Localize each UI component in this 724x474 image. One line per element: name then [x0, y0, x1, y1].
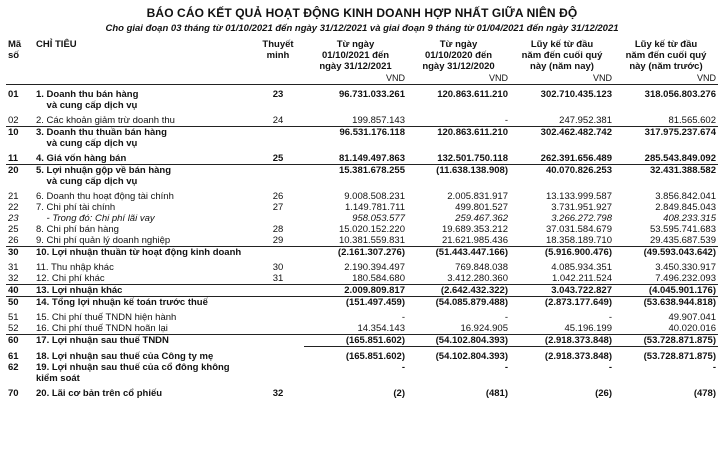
table-row [6, 384, 718, 399]
row-code: 62 [8, 362, 19, 373]
row-note: 30 [272, 262, 284, 273]
unit-current-quarter: VND [304, 72, 407, 85]
row-value-prior-quarter: 19.689.353.212 [441, 224, 508, 235]
income-statement-table [6, 39, 718, 399]
row-code: 20 [6, 165, 34, 188]
row-note: 25 [272, 153, 284, 164]
table-row [6, 202, 718, 213]
row-code: 31 [8, 262, 19, 273]
table-row [6, 258, 718, 273]
header-ytd-prior: Lũy kế từ đầu năm đến cuối quý này (năm trước) [625, 39, 707, 72]
row-value-current-quarter: 96.731.033.261 [338, 89, 405, 100]
table-row [6, 235, 718, 247]
row-code: 23 [8, 213, 19, 224]
header-ytd-current: Lũy kế từ đầu năm đến cuối quý này (năm nay) [521, 39, 603, 72]
row-value-current-quarter: 96.531.176.118 [304, 127, 407, 150]
row-value-prior-quarter: (54.102.804.393) [407, 335, 510, 347]
row-value-ytd-current: 45.196.199 [564, 323, 612, 334]
row-value-current-quarter: 15.381.678.255 [304, 165, 407, 188]
table-row [6, 224, 718, 235]
row-value-current-quarter: 2.009.809.817 [304, 285, 407, 297]
row-value-ytd-current: - [608, 362, 612, 373]
row-code: 32 [8, 273, 19, 284]
unit-ytd-prior: VND [614, 72, 718, 85]
row-value-ytd-current: 18.358.189.710 [545, 235, 612, 246]
row-value-ytd-current: 1.042.211.524 [551, 273, 612, 284]
row-code: 50 [6, 297, 34, 309]
row-value-current-quarter: 1.149.781.711 [344, 202, 405, 213]
row-value-current-quarter: - [401, 362, 405, 373]
row-value-prior-quarter: 259.467.362 [455, 213, 508, 224]
row-code: 26 [8, 235, 19, 246]
row-value-ytd-current: (2.918.373.848) [510, 335, 614, 347]
row-value-ytd-prior: 29.435.687.539 [649, 235, 716, 246]
row-value-prior-quarter: 132.501.750.118 [437, 153, 508, 164]
row-value-prior-quarter: 120.863.611.210 [407, 127, 510, 150]
row-value-ytd-prior: 7.496.232.093 [655, 273, 716, 284]
row-value-current-quarter: - [401, 312, 405, 323]
unit-ytd-current: VND [510, 72, 614, 85]
row-label: 4. Giá vốn hàng bán [36, 153, 127, 164]
table-row [6, 247, 718, 259]
row-value-ytd-prior: (53.728.871.875) [614, 335, 718, 347]
row-value-prior-quarter: 120.863.611.210 [437, 89, 508, 100]
row-note [252, 335, 304, 347]
row-value-ytd-prior: 317.975.237.674 [614, 127, 718, 150]
row-code: 40 [6, 285, 34, 297]
row-value-ytd-current: 13.133.999.587 [545, 191, 612, 202]
row-value-prior-quarter: - [504, 115, 508, 126]
row-label: - Trong đó: Chi phí lãi vay [36, 213, 155, 224]
row-value-ytd-prior: 49.907.041 [668, 312, 716, 323]
row-value-prior-quarter: (54.085.879.488) [407, 297, 510, 309]
row-label: 8. Chi phí bán hàng [36, 224, 119, 235]
row-value-current-quarter: 2.190.394.497 [344, 262, 405, 273]
row-value-ytd-prior: 32.431.388.582 [614, 165, 718, 188]
table-row [6, 213, 718, 224]
table-row [6, 308, 718, 323]
row-value-current-quarter: 180.584.680 [352, 273, 405, 284]
row-value-ytd-prior: 53.595.741.683 [649, 224, 716, 235]
row-value-prior-quarter: - [504, 362, 508, 373]
row-value-current-quarter: 10.381.559.831 [338, 235, 405, 246]
table-row [6, 335, 718, 347]
row-label: 17. Lợi nhuận sau thuế TNDN [34, 335, 252, 347]
row-code: 01 [8, 89, 19, 100]
row-note [252, 297, 304, 309]
header-note: Thuyết minh [262, 39, 294, 61]
row-note [252, 362, 304, 384]
table-row [6, 111, 718, 127]
row-value-current-quarter: (151.497.459) [304, 297, 407, 309]
row-label: 11. Thu nhập khác [36, 262, 114, 273]
row-value-current-quarter: 14.354.143 [357, 323, 405, 334]
report-title: BÁO CÁO KẾT QUẢ HOẠT ĐỘNG KINH DOANH HỢP NHẤT GIỮA NIÊN ĐỘ [146, 6, 578, 20]
unit-prior-quarter: VND [407, 72, 510, 85]
row-value-ytd-current: 4.085.934.351 [551, 262, 612, 273]
row-note [252, 247, 304, 259]
row-value-ytd-current: 262.391.656.489 [540, 153, 612, 164]
header-prior-quarter: Từ ngày 01/10/2020 đến ngày 31/12/2020 [422, 39, 495, 72]
row-value-ytd-prior: (4.045.901.176) [614, 285, 718, 297]
table-row [6, 297, 718, 309]
row-label: 16. Chi phí thuế TNDN hoãn lại [36, 323, 168, 334]
table-header-row [6, 39, 718, 72]
row-note [252, 213, 304, 224]
row-label: 6. Doanh thu hoạt động tài chính [36, 191, 174, 202]
table-row [6, 285, 718, 297]
row-note: 26 [272, 191, 284, 202]
row-value-ytd-prior: (49.593.043.642) [614, 247, 718, 259]
row-value-ytd-prior: 3.856.842.041 [655, 191, 716, 202]
row-value-ytd-current: (26) [595, 388, 612, 399]
row-code: 70 [8, 388, 19, 399]
row-value-current-quarter: (2) [393, 388, 405, 399]
row-value-prior-quarter: - [504, 312, 508, 323]
row-label: 7. Chi phí tài chính [36, 202, 116, 213]
row-code: 21 [8, 191, 19, 202]
row-code: 22 [8, 202, 19, 213]
row-value-current-quarter: (165.851.602) [345, 351, 405, 362]
row-value-ytd-prior: 408.233.315 [663, 213, 716, 224]
row-value-prior-quarter: (2.642.432.322) [407, 285, 510, 297]
row-value-prior-quarter: 3.412.280.360 [447, 273, 508, 284]
row-note: 24 [272, 115, 284, 126]
row-note: 23 [272, 89, 284, 100]
header-current-quarter: Từ ngày 01/10/2021 đến ngày 31/12/2021 [319, 39, 392, 72]
row-value-ytd-current: (5.916.900.476) [510, 247, 614, 259]
row-label: 3. Doanh thu thuần bán hàng và cung cấp dịch vụ [34, 127, 252, 150]
row-note: 31 [272, 273, 284, 284]
row-value-ytd-current: 40.070.826.253 [510, 165, 614, 188]
row-value-current-quarter: 199.857.143 [352, 115, 405, 126]
row-value-current-quarter: (2.161.307.276) [304, 247, 407, 259]
table-row [6, 149, 718, 165]
row-value-prior-quarter: (11.638.138.908) [407, 165, 510, 188]
row-label: 2. Các khoản giảm trừ doanh thu [36, 115, 175, 126]
row-code: 51 [8, 312, 19, 323]
row-value-ytd-current: 3.043.722.827 [510, 285, 614, 297]
row-label: 13. Lợi nhuận khác [34, 285, 252, 297]
row-value-prior-quarter: 2.005.831.917 [447, 191, 508, 202]
row-code: 11 [8, 153, 19, 164]
header-code: Mã số [8, 39, 22, 61]
row-value-ytd-current: (2.873.177.649) [510, 297, 614, 309]
row-note [252, 285, 304, 297]
table-row [6, 347, 718, 363]
row-value-current-quarter: 958.053.577 [352, 213, 405, 224]
row-note: 28 [272, 224, 284, 235]
row-label: 19. Lợi nhuận sau thuế của cổ đông không kiểm soát [36, 362, 230, 384]
table-row [6, 362, 718, 384]
row-code: 02 [8, 115, 19, 126]
row-label: 10. Lợi nhuận thuần từ hoạt động kinh doanh [34, 247, 252, 259]
row-label: 1. Doanh thu bán hàng và cung cấp dịch vụ [36, 89, 139, 111]
row-value-ytd-current: 3.266.272.798 [551, 213, 612, 224]
row-value-current-quarter: 81.149.497.863 [338, 153, 405, 164]
row-value-ytd-prior: 2.849.845.043 [655, 202, 716, 213]
row-code: 52 [8, 323, 19, 334]
row-label: 5. Lợi nhuận gộp về bán hàng và cung cấp dịch vụ [34, 165, 252, 188]
row-value-ytd-prior: 285.543.849.092 [644, 153, 716, 164]
table-body [6, 85, 718, 400]
row-label: 9. Chi phí quản lý doanh nghiệp [36, 235, 171, 246]
row-note [252, 308, 304, 323]
table-row [6, 85, 718, 112]
row-value-ytd-current: (2.918.373.848) [544, 351, 612, 362]
row-value-current-quarter: (165.851.602) [304, 335, 407, 347]
row-label: 15. Chi phí thuế TNDN hiện hành [36, 312, 177, 323]
table-row [6, 187, 718, 202]
table-row [6, 273, 718, 285]
row-value-ytd-prior: 318.056.803.276 [644, 89, 716, 100]
row-value-ytd-prior: 40.020.016 [668, 323, 716, 334]
row-value-prior-quarter: 769.848.038 [455, 262, 508, 273]
row-value-prior-quarter: 499.801.527 [455, 202, 508, 213]
row-note [252, 323, 304, 335]
row-value-ytd-prior: (478) [693, 388, 716, 399]
row-code: 10 [6, 127, 34, 150]
row-note [252, 165, 304, 188]
row-note [252, 127, 304, 150]
row-code: 25 [8, 224, 19, 235]
row-value-ytd-prior: (53.638.944.818) [614, 297, 718, 309]
row-value-ytd-current: 302.462.482.742 [510, 127, 614, 150]
row-note: 29 [272, 235, 284, 246]
row-note [252, 347, 304, 363]
row-code: 30 [6, 247, 34, 259]
row-label: 12. Chi phí khác [36, 273, 105, 284]
row-value-ytd-current: 247.952.381 [559, 115, 612, 126]
table-row [6, 127, 718, 150]
row-value-prior-quarter: 16.924.905 [460, 323, 508, 334]
unit-row [6, 72, 718, 85]
row-label: 14. Tổng lợi nhuận kế toán trước thuế [34, 297, 252, 309]
row-value-current-quarter: 15.020.152.220 [338, 224, 405, 235]
row-value-ytd-current: 3.731.951.927 [551, 202, 612, 213]
row-label: 20. Lãi cơ bản trên cổ phiếu [36, 388, 163, 399]
row-value-current-quarter: 9.008.508.231 [344, 191, 405, 202]
row-value-ytd-prior: (53.728.871.875) [643, 351, 716, 362]
header-name: CHỈ TIÊU [36, 39, 77, 50]
row-value-ytd-current: 302.710.435.123 [540, 89, 612, 100]
row-label: 18. Lợi nhuận sau thuế của Công ty mẹ [36, 350, 214, 362]
row-value-prior-quarter: (51.443.447.166) [407, 247, 510, 259]
row-value-ytd-current: 37.031.584.679 [545, 224, 612, 235]
row-code: 60 [6, 335, 34, 347]
table-row [6, 165, 718, 188]
report-subtitle: Cho giai đoạn 03 tháng từ 01/10/2021 đến ngày 31/12/2021 và giai đoạn 9 tháng từ 01/04/2021 đến ngày 31/12/2021 [105, 23, 619, 34]
row-code: 61 [8, 350, 19, 362]
row-value-ytd-prior: - [712, 362, 716, 373]
table-row [6, 323, 718, 335]
row-note: 27 [272, 202, 284, 213]
row-note: 32 [272, 388, 284, 399]
row-value-ytd-prior: 81.565.602 [668, 115, 716, 126]
row-value-ytd-prior: 3.450.330.917 [655, 262, 716, 273]
row-value-ytd-current: - [608, 312, 612, 323]
row-value-prior-quarter: 21.621.985.436 [441, 235, 508, 246]
row-value-prior-quarter: (54.102.804.393) [435, 351, 508, 362]
row-value-prior-quarter: (481) [485, 388, 508, 399]
